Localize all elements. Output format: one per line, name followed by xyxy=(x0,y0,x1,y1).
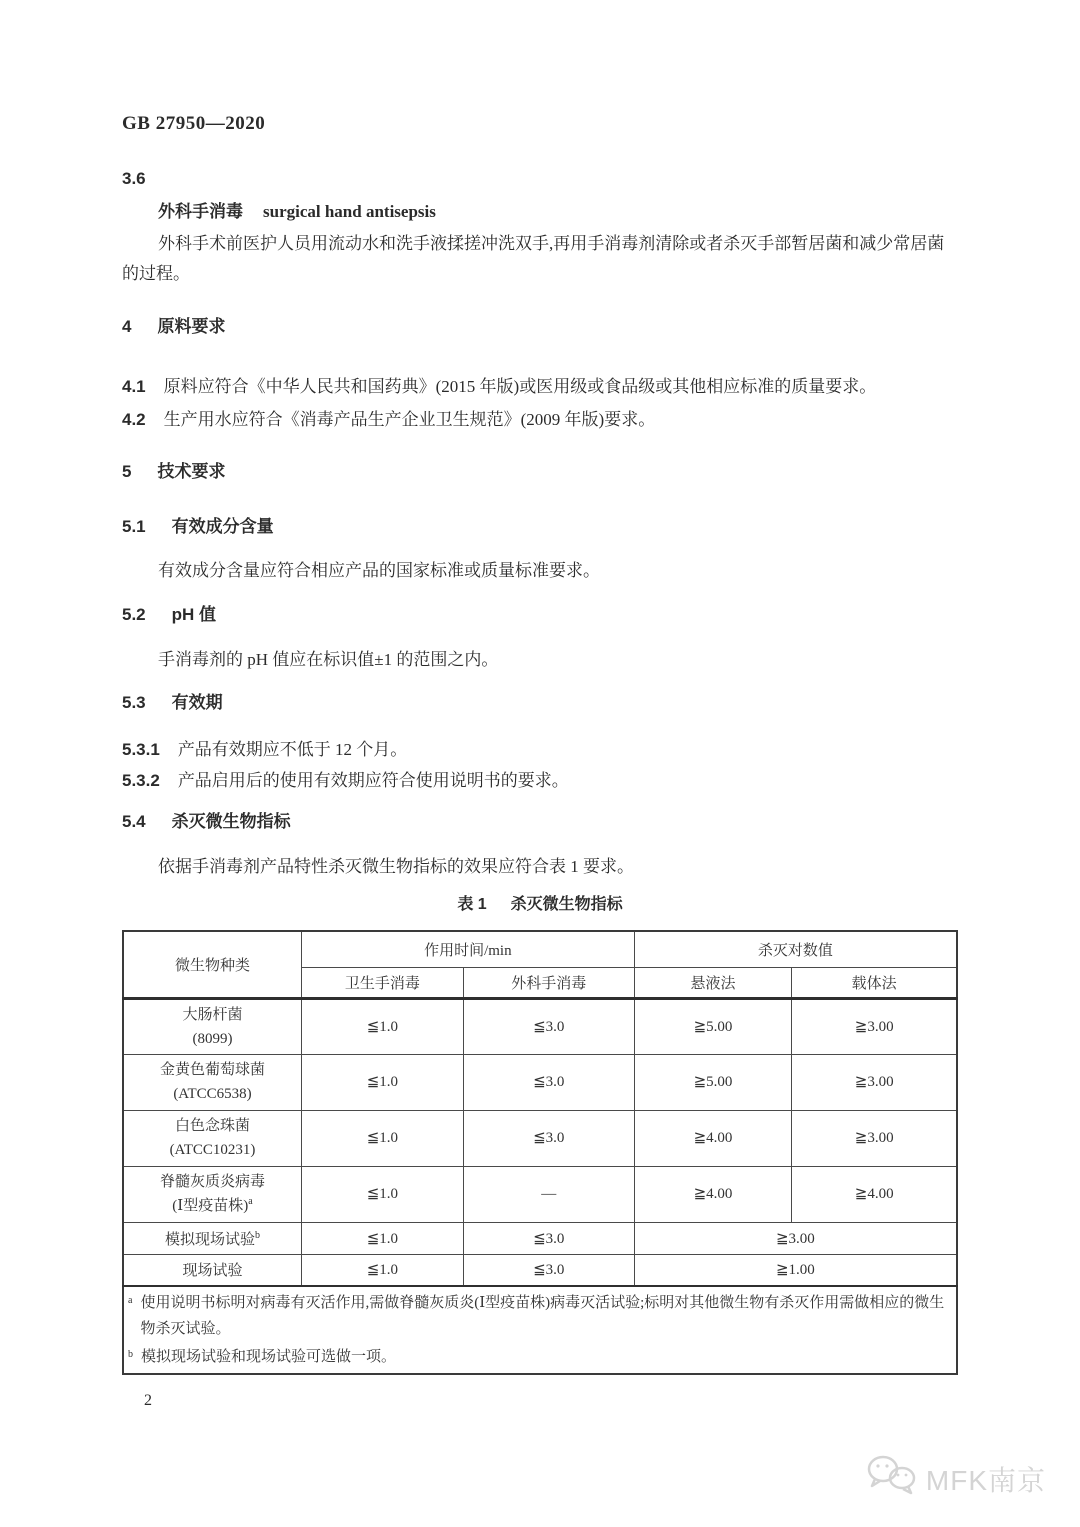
cell-species-name: 金黄色葡萄球菌 (ATCC6538) xyxy=(123,1054,301,1110)
table-footnotes xyxy=(123,1286,957,1374)
cell-value: ≦1.0 xyxy=(301,998,463,1054)
cell-value: ≧3.00 xyxy=(792,1054,957,1110)
table-footnotes-row xyxy=(123,1286,957,1374)
table-1-caption xyxy=(122,894,958,916)
cell-value: ≧5.00 xyxy=(634,1054,792,1110)
wechat-logo-icon xyxy=(866,1454,918,1503)
table-row xyxy=(123,1254,957,1286)
section-4-title: 原料要求 xyxy=(157,317,226,336)
clause-5-3-2-number: 5.3.2 xyxy=(122,771,160,790)
footnote-b xyxy=(128,1344,952,1370)
header-suspension-method: 悬液法 xyxy=(634,967,792,998)
term-definition-line xyxy=(122,201,958,223)
standard-number: GB 27950—2020 xyxy=(122,113,266,134)
cell-species-name: 白色念珠菌 (ATCC10231) xyxy=(123,1110,301,1166)
header-hygienic-hand: 卫生手消毒 xyxy=(301,967,463,998)
clause-5-3-2-body: 产品启用后的使用有效期应符合使用说明书的要求。 xyxy=(177,771,569,790)
section-5-1-heading xyxy=(122,516,958,537)
clause-4-1-number: 4.1 xyxy=(122,377,146,396)
cell-value: ≦3.0 xyxy=(463,1222,634,1254)
cell-value: ≦1.0 xyxy=(301,1222,463,1254)
section-5-4-number: 5.4 xyxy=(122,812,146,831)
cell-species-name: 大肠杆菌 (8099) xyxy=(123,998,301,1054)
cell-value: ≦1.0 xyxy=(301,1166,463,1222)
footnote-marker-a: a xyxy=(248,1196,253,1207)
clause-5-1-body: 有效成分含量应符合相应产品的国家标准或质量标准要求。 xyxy=(158,561,600,580)
cell-value: ≦1.0 xyxy=(301,1254,463,1286)
footnote-b-text: 模拟现场试验和现场试验可选做一项。 xyxy=(141,1349,397,1365)
header-surgical-hand: 外科手消毒 xyxy=(463,967,634,998)
section-4-heading xyxy=(122,316,958,337)
cell-value: ≦3.0 xyxy=(463,998,634,1054)
table-header-row-groups xyxy=(123,931,957,967)
section-5-heading xyxy=(122,461,958,482)
cell-value: ≦1.0 xyxy=(301,1054,463,1110)
section-5-1-number: 5.1 xyxy=(122,517,146,536)
clause-4-1-body: 原料应符合《中华人民共和国药典》(2015 年版)或医用级或食品级或其他相应标准的质量要求。 xyxy=(163,377,877,396)
section-5-4-title: 杀灭微生物指标 xyxy=(171,812,291,831)
table-row xyxy=(123,1222,957,1254)
table-1-caption-title: 杀灭微生物指标 xyxy=(510,896,623,913)
clause-4-2 xyxy=(122,405,958,435)
header-kill-log-group: 杀灭对数值 xyxy=(634,931,957,967)
table-1-caption-label: 表 1 xyxy=(457,896,487,913)
table-row xyxy=(123,1166,957,1222)
section-5-3-heading xyxy=(122,692,958,713)
clause-4-1 xyxy=(122,372,958,402)
cell-value: ≧4.00 xyxy=(634,1166,792,1222)
clause-5-3-1-body: 产品有效期应不低于 12 个月。 xyxy=(177,740,408,759)
cell-value: ≦1.0 xyxy=(301,1110,463,1166)
page-number: 2 xyxy=(144,1392,152,1409)
section-5-3-number: 5.3 xyxy=(122,693,146,712)
section-5-3-title: 有效期 xyxy=(171,693,223,712)
cell-value: ≧3.00 xyxy=(792,998,957,1054)
table-row xyxy=(123,1054,957,1110)
clause-3-6-number: 3.6 xyxy=(122,169,146,188)
clause-3-6-body: 外科手术前医护人员用流动水和洗手液揉搓冲洗双手,再用手消毒剂清除或者杀灭手部暂居菌和减少常居菌的过程。 xyxy=(122,234,945,283)
cell-value-merged: ≧3.00 xyxy=(634,1222,957,1254)
footnote-a-text: 使用说明书标明对病毒有灭活作用,需做脊髓灰质炎(Ⅰ型疫苗株)病毒灭活试验;标明对其他微生物有杀灭作用需做相应的微生物杀灭试验。 xyxy=(140,1295,945,1337)
section-5-2-heading xyxy=(122,604,958,625)
cell-value: ≦3.0 xyxy=(463,1054,634,1110)
footnote-a-marker: a xyxy=(128,1295,133,1306)
watermark-text: MFK南京 xyxy=(925,1464,1046,1496)
clause-5-2-body: 手消毒剂的 pH 值应在标识值±1 的范围之内。 xyxy=(158,650,499,669)
clause-5-3-2 xyxy=(122,766,958,796)
term-chinese: 外科手消毒 xyxy=(158,202,243,221)
table-row xyxy=(123,1110,957,1166)
cell-value-merged: ≧1.00 xyxy=(634,1254,957,1286)
footnote-b-marker: b xyxy=(128,1349,133,1360)
cell-value: ≧5.00 xyxy=(634,998,792,1054)
footnote-marker-b: b xyxy=(254,1229,260,1241)
watermark xyxy=(866,1454,1046,1503)
cell-test-name: 模拟现场试验$^b$ xyxy=(123,1222,301,1254)
clause-4-2-number: 4.2 xyxy=(122,410,146,429)
section-5-2-title: pH 值 xyxy=(171,605,217,624)
header-species: 微生物种类 xyxy=(123,931,301,998)
clause-5-3-1 xyxy=(122,735,958,765)
section-5-2-number: 5.2 xyxy=(122,605,146,624)
cell-species-name: 脊髓灰质炎病毒 (Ⅰ型疫苗株)$^a$ xyxy=(123,1166,301,1222)
cell-value: ≧3.00 xyxy=(792,1110,957,1166)
table-row xyxy=(123,998,957,1054)
table-1-microbe-kill-index xyxy=(122,930,958,1375)
cell-value: ≧4.00 xyxy=(634,1110,792,1166)
cell-value: ≦3.0 xyxy=(463,1254,634,1286)
section-5-1-title: 有效成分含量 xyxy=(171,517,274,536)
clause-5-3-1-number: 5.3.1 xyxy=(122,740,160,759)
cell-value: — xyxy=(463,1166,634,1222)
clause-5-4-body: 依据手消毒剂产品特性杀灭微生物指标的效果应符合表 1 要求。 xyxy=(158,857,634,876)
header-carrier-method: 载体法 xyxy=(792,967,957,998)
cell-test-name: 现场试验 xyxy=(123,1254,301,1286)
cell-value: ≦3.0 xyxy=(463,1110,634,1166)
section-5-title: 技术要求 xyxy=(157,462,226,481)
header-action-time-group: 作用时间/min xyxy=(301,931,634,967)
section-5-4-heading xyxy=(122,811,958,832)
section-5-number: 5 xyxy=(122,462,132,481)
section-4-number: 4 xyxy=(122,317,132,336)
footnote-a xyxy=(128,1290,952,1342)
cell-value: ≧4.00 xyxy=(792,1166,957,1222)
term-english: surgical hand antisepsis xyxy=(263,202,436,221)
clause-4-2-body: 生产用水应符合《消毒产品生产企业卫生规范》(2009 年版)要求。 xyxy=(163,410,656,429)
